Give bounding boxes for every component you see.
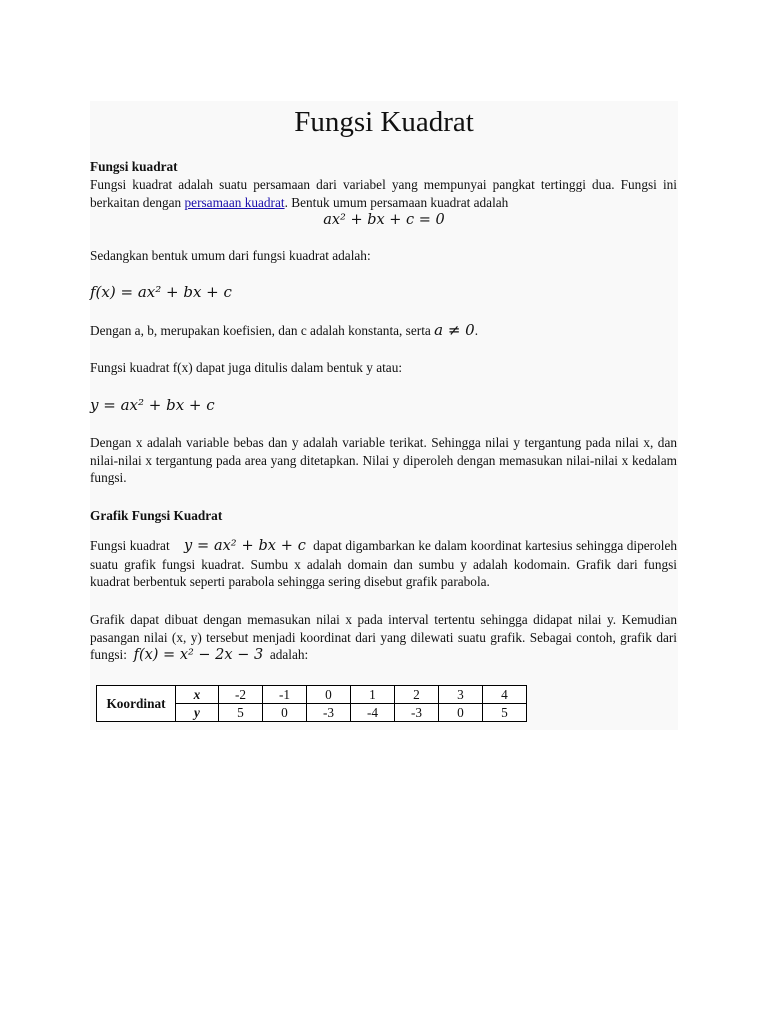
coordinate-table: [96, 685, 527, 722]
table-cell-y: 0: [263, 704, 307, 722]
table-cell-y: -3: [395, 704, 439, 722]
table-cell-y: 0: [439, 704, 483, 722]
paragraph-variables: Dengan x adalah variable bebas dan y adalah variable terikat. Sehingga nilai y tergantung pada nilai x, dan nilai-nilai x tergantung pada area yang ditetapkan. Nilai y diperoleh dengan memasukan nilai-nilai x kedalam fungsi.: [90, 435, 677, 485]
graph-intro-text-end: dapat digambarkan ke dalam koordinat kartesius sehingga diperoleh suatu grafik fungsi kuadrat. Sumbu x adalah domain dan sumbu y adalah kodomain. Grafik dari fungsi kuadrat berbentuk seperti parabola sehingga sering disebut grafik parabola.: [90, 538, 677, 589]
graph-example-text-end: adalah:: [269, 647, 309, 662]
document-page: [90, 101, 678, 730]
table-cell-y: -3: [307, 704, 351, 722]
table-row-x: [97, 686, 527, 704]
table-cell-y: 5: [219, 704, 263, 722]
coefficients-period: .: [474, 323, 479, 338]
equation-function-form: f(x) = ax² + bx + c: [90, 283, 232, 301]
paragraph-graph-example: [90, 611, 677, 665]
equation-example-function: f(x) = x² − 2x − 3: [133, 647, 264, 663]
paragraph-general-form: Sedangkan bentuk umum dari fungsi kuadrat adalah:: [90, 248, 371, 263]
table-cell-x: 2: [395, 686, 439, 704]
paragraph-definition: [90, 176, 677, 211]
definition-text-end: . Bentuk umum persamaan kuadrat adalah: [284, 194, 509, 210]
paragraph-y-form: Fungsi kuadrat f(x) dapat juga ditulis dalam bentuk y atau:: [90, 360, 403, 375]
persamaan-kuadrat-link[interactable]: persamaan kuadrat: [184, 194, 285, 210]
table-label-y: y: [176, 704, 219, 722]
section-heading-grafik: Grafik Fungsi Kuadrat: [90, 508, 223, 523]
equation-general-quadratic: ax² + bx + c = 0: [323, 212, 445, 228]
table-cell-x: -1: [263, 686, 307, 704]
definition-text: Fungsi kuadrat adalah suatu persamaan dari variabel yang mempunyai pangkat tertinggi dua. Fungsi ini berkaitan dengan: [90, 177, 677, 210]
table-cell-x: 4: [483, 686, 527, 704]
graph-intro-text: Fungsi kuadrat: [90, 538, 170, 553]
equation-graph-function: y = ax² + bx + c: [183, 538, 306, 554]
table-header-koordinat: Koordinat: [97, 686, 176, 722]
table-cell-x: 3: [439, 686, 483, 704]
paragraph-coefficients: [90, 322, 677, 340]
paragraph-graph-intro: [90, 537, 677, 591]
table-cell-y: 5: [483, 704, 527, 722]
graph-example-text: Grafik dapat dibuat dengan memasukan nilai x pada interval tertentu sehingga didapat nilai y. Kemudian pasangan nilai (x, y) tersebut menjadi koordinat dari yang dilewati suatu grafik. Sebagai contoh, grafik dari fungsi:: [90, 612, 677, 662]
table-cell-x: 1: [351, 686, 395, 704]
table-cell-x: -2: [219, 686, 263, 704]
equation-a-not-zero: a ≠ 0: [434, 321, 475, 339]
table-cell-y: -4: [351, 704, 395, 722]
page-title: Fungsi Kuadrat: [294, 106, 474, 138]
equation-y-form: y = ax² + bx + c: [90, 396, 215, 414]
table-cell-x: 0: [307, 686, 351, 704]
table-label-x: x: [176, 686, 219, 704]
coefficients-text: Dengan a, b, merupakan koefisien, dan c adalah konstanta, serta: [90, 323, 435, 338]
section-heading-fungsi-kuadrat: Fungsi kuadrat: [90, 159, 178, 174]
